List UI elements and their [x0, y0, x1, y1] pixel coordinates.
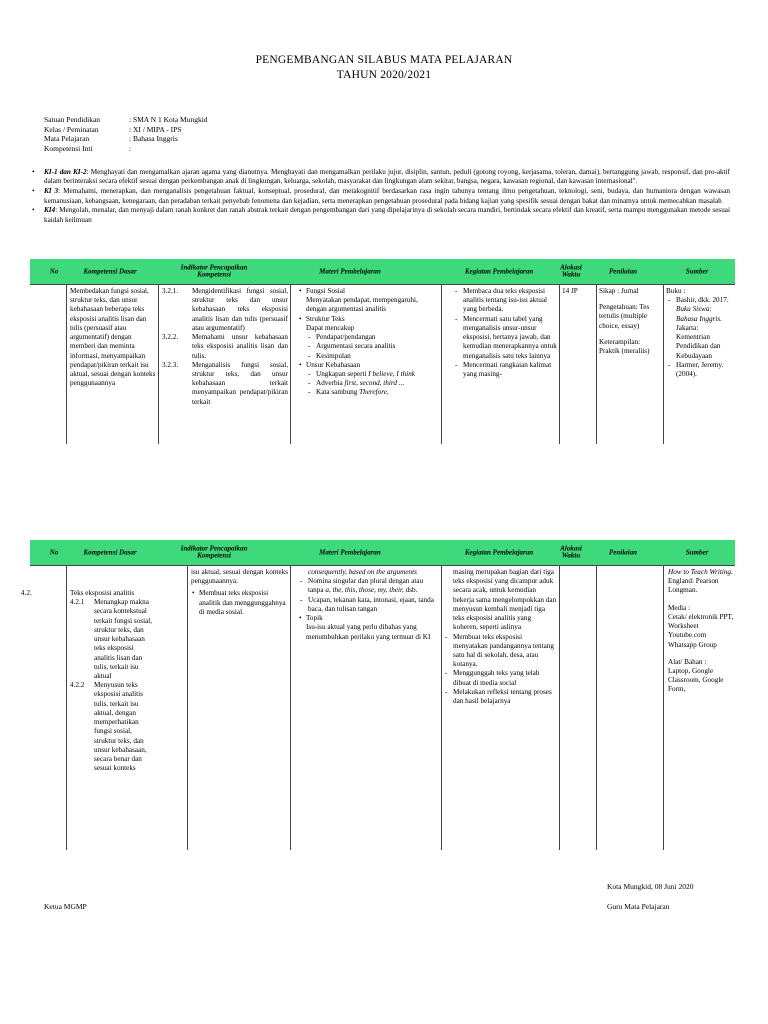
table-header: No Kompetensi Dasar Indikator Pencapaikan Kompetensi Materi Pembelajaran Kegiatan Pembelajaran Alokasi Waktu Penilaian Sumber	[30, 259, 735, 284]
ki-1-2: • KI-1 dan KI-2: Menghayati dan mengamalkan ajaran agama yang dianutnya. Menghayati dan mengamalkan perilaku jujur, disiplin, santun, peduli (gotong royong, kerjasama, toleran, damai), bertanggung jawab, responsif, dan pro-aktif dalam berinteraksi secara efektif sesuai dengan perkembangan anak di lingkungan, keluarga, sekolah, masyarakat dan lingkungan alam sekitar, bangsa, negara, kawasan regional, dan kawasan internasional".	[30, 168, 730, 187]
ki-3: • KI 3: Memahami, menerapkan, dan menganalisis pengetahuan faktual, konseptual, prosedural, dan metakognitif berdasarkan rasa ingin tahunya tentang ilmu pengetahuan, teknologi, seni, budaya, dan humaniora dengan wawasan kemanusiaan, kebangsaan, kenegaraan, dan peradaban terkait penyebab fenomena dan kejadian, serta menerapkan pengetahuan prosedural pada bidang kajian yang spesifik sesuai dengan bakat dan minatnya untuk memecahkan masalah	[30, 187, 730, 206]
guru-mapel: Guru Mata Pelajaran	[607, 902, 670, 911]
document-year: TAHUN 2020/2021	[336, 69, 432, 81]
ipk-3-2-3: 3.2.3. Menganalisis fungsi sosial, struktur teks, dan unsur kebahasaan terkait menyampaikan pendapat/pikiran terkait	[162, 360, 288, 406]
materi-1: • Fungsi Sosial Menyatakan pendapat, mempengaruhi, dengan argumentasi analitis • Struktur Teks Dapat mencakup - Pendapat/pendangan - Argumentasi secara analitis - Kesimpulan • Unsur Kebahasaan - Ungkapan seperti I believe, I think - Adverbia first, second, third ... - Kata sambung Therefore,	[298, 287, 439, 398]
ki-4: • KI4: Mengolah, menalar, dan menyaji dalam ranah konkret dan ranah abstrak terkait dengan pengembangan dari yang dipelajarinya di sekolah secara mandiri, bertindak secara efektif dan kreatif, serta mampu menggunakan metode sesuai kaidah keilmuan	[30, 206, 730, 225]
ipk-list	[162, 287, 288, 407]
ipk-3-2-2: 3.2.2. Memahami unsur kebahasaan teks eksposisi analitis lisan dan tulis.	[162, 333, 288, 360]
kegiatan-2: masing merupakan bagian dari tiga teks eksposisi yang dicampur aduk secara acak, untuk kemudian bekerja sama mengelompokkan dan menyusun kembali menjadi tiga teks eksposisi analitis yang koheren, seperti aslinya - Membuat teks eksposisi menyatakan pandangannya tentang satu hal di sekolah, desa, atau kotanya. - Menggunggah teks yang telah dibuat di media social - Melakukan refleksi tentang proses dan hasil belajarnya	[453, 568, 557, 706]
kegiatan-1: - Membaca dua teks eksposisi analitis tentang isu-isu aktual yang berbeda. - Mencermati satu tabel yang menganalisis unsur-unsur eksposisi, bertanya jawab, dan kemudian menerapkannya untuk menganalisis satu teks lainnya - Mencermati rangkaian kalimat yang masing-	[453, 287, 557, 379]
sumber-2: How to Teach Writing. England: Pearson Longman. Media : Cetak/ elektronik PPT, Worksheet Youtube.com Whatsapp Group Alat/ Bahan : Laptop, Google Classroom, Google Form,	[668, 568, 734, 694]
kompetensi-inti-list	[30, 168, 730, 226]
ipk-3-2-1: 3.2.1. Mengidentifikasi fungsi sosial, struktur teks dan unsur kebahasaan teks eksposisi analitis lisan dan tulis (persuasif atau argumentatif)	[162, 287, 288, 332]
kd-number-4-2: 4.2.	[21, 589, 32, 597]
penilaian: Sikap : Jurnal Pengetahuan: Tes tertulis (multiple choice, essay) Keterampilan: Praktik (meraliis)	[599, 287, 650, 356]
sumber-1: Buku : - Bashir, dkk. 2017. Buku Siswa: Bahasa Inggris. Jakarta: Kementrian Pendidikan dan Kebudayaan - Harmer, Jeremy. (2004).	[666, 287, 734, 379]
identity-block: Satuan Pendidikan : SMA N 1 Kota Mungkid Kelas / Peminatan : XI / MIPA - IPS Mata Pelajaran : Bahasa Inggris Kompetensi Inti :	[44, 115, 208, 153]
materi-2: consequently, based on the arguments - Nomina singular dan plural dengan atau tanpa a, the, this, those, my, their, dsb. - Ucapan, tekanan kata, intonasi, ejaan, tanda baca, dan tulisan tangan • Topik Isu-isu aktual yang perlu dibahas yang menumbuhkan perilaku yang termuat di KI	[298, 568, 439, 642]
table-header-repeat: No Kompetensi Dasar Indikator Pencapaikan Kompetensi Materi Pembelajaran Kegiatan Pembelajaran Alokasi Waktu Penilaian Sumber	[30, 540, 735, 565]
document-title: PENGEMBANGAN SILABUS MATA PELAJARAN	[255, 54, 513, 66]
ipk-continued: isu aktual, sesuai dengan konteks penggunaannya. • Membuat teks eksposisi analitik dan menggunggahnya di media sosial.	[191, 568, 288, 617]
ketua-mgmp: Ketua MGMP	[44, 902, 87, 911]
kd-3-2: Membedakan fungsi sosial, struktur teks, dan unsur kebahasaan beberapa teks eksposisi analitis lisan dan tulis (persuasif atau argumentatif) dengan memberi dan meminta informasi, menyampaikan pendapat/pikiran terkait isu aktual, sesuai dengan konteks penggunaannya	[70, 287, 156, 388]
kd-4-2: Teks eksposisi analitis 4.2.1 Menangkap makna secara kontekstual terkait fungsi sosial, struktur teks, dan unsur kebahasaan teks eksposisi analitis lisan dan tulis, terkait isu aktual 4.2.2 Menyusun teks eksposisi analitis tulis, terkait isu aktual, dengan memperhatikan fungsi sosial, struktur teks, dan unsur kebahasaan, secara benar dan sesuai konteks	[70, 589, 153, 773]
alokasi-waktu: 14 JP	[562, 287, 578, 295]
place-date: Kota Mungkid, 08 Juni 2020	[607, 882, 694, 891]
